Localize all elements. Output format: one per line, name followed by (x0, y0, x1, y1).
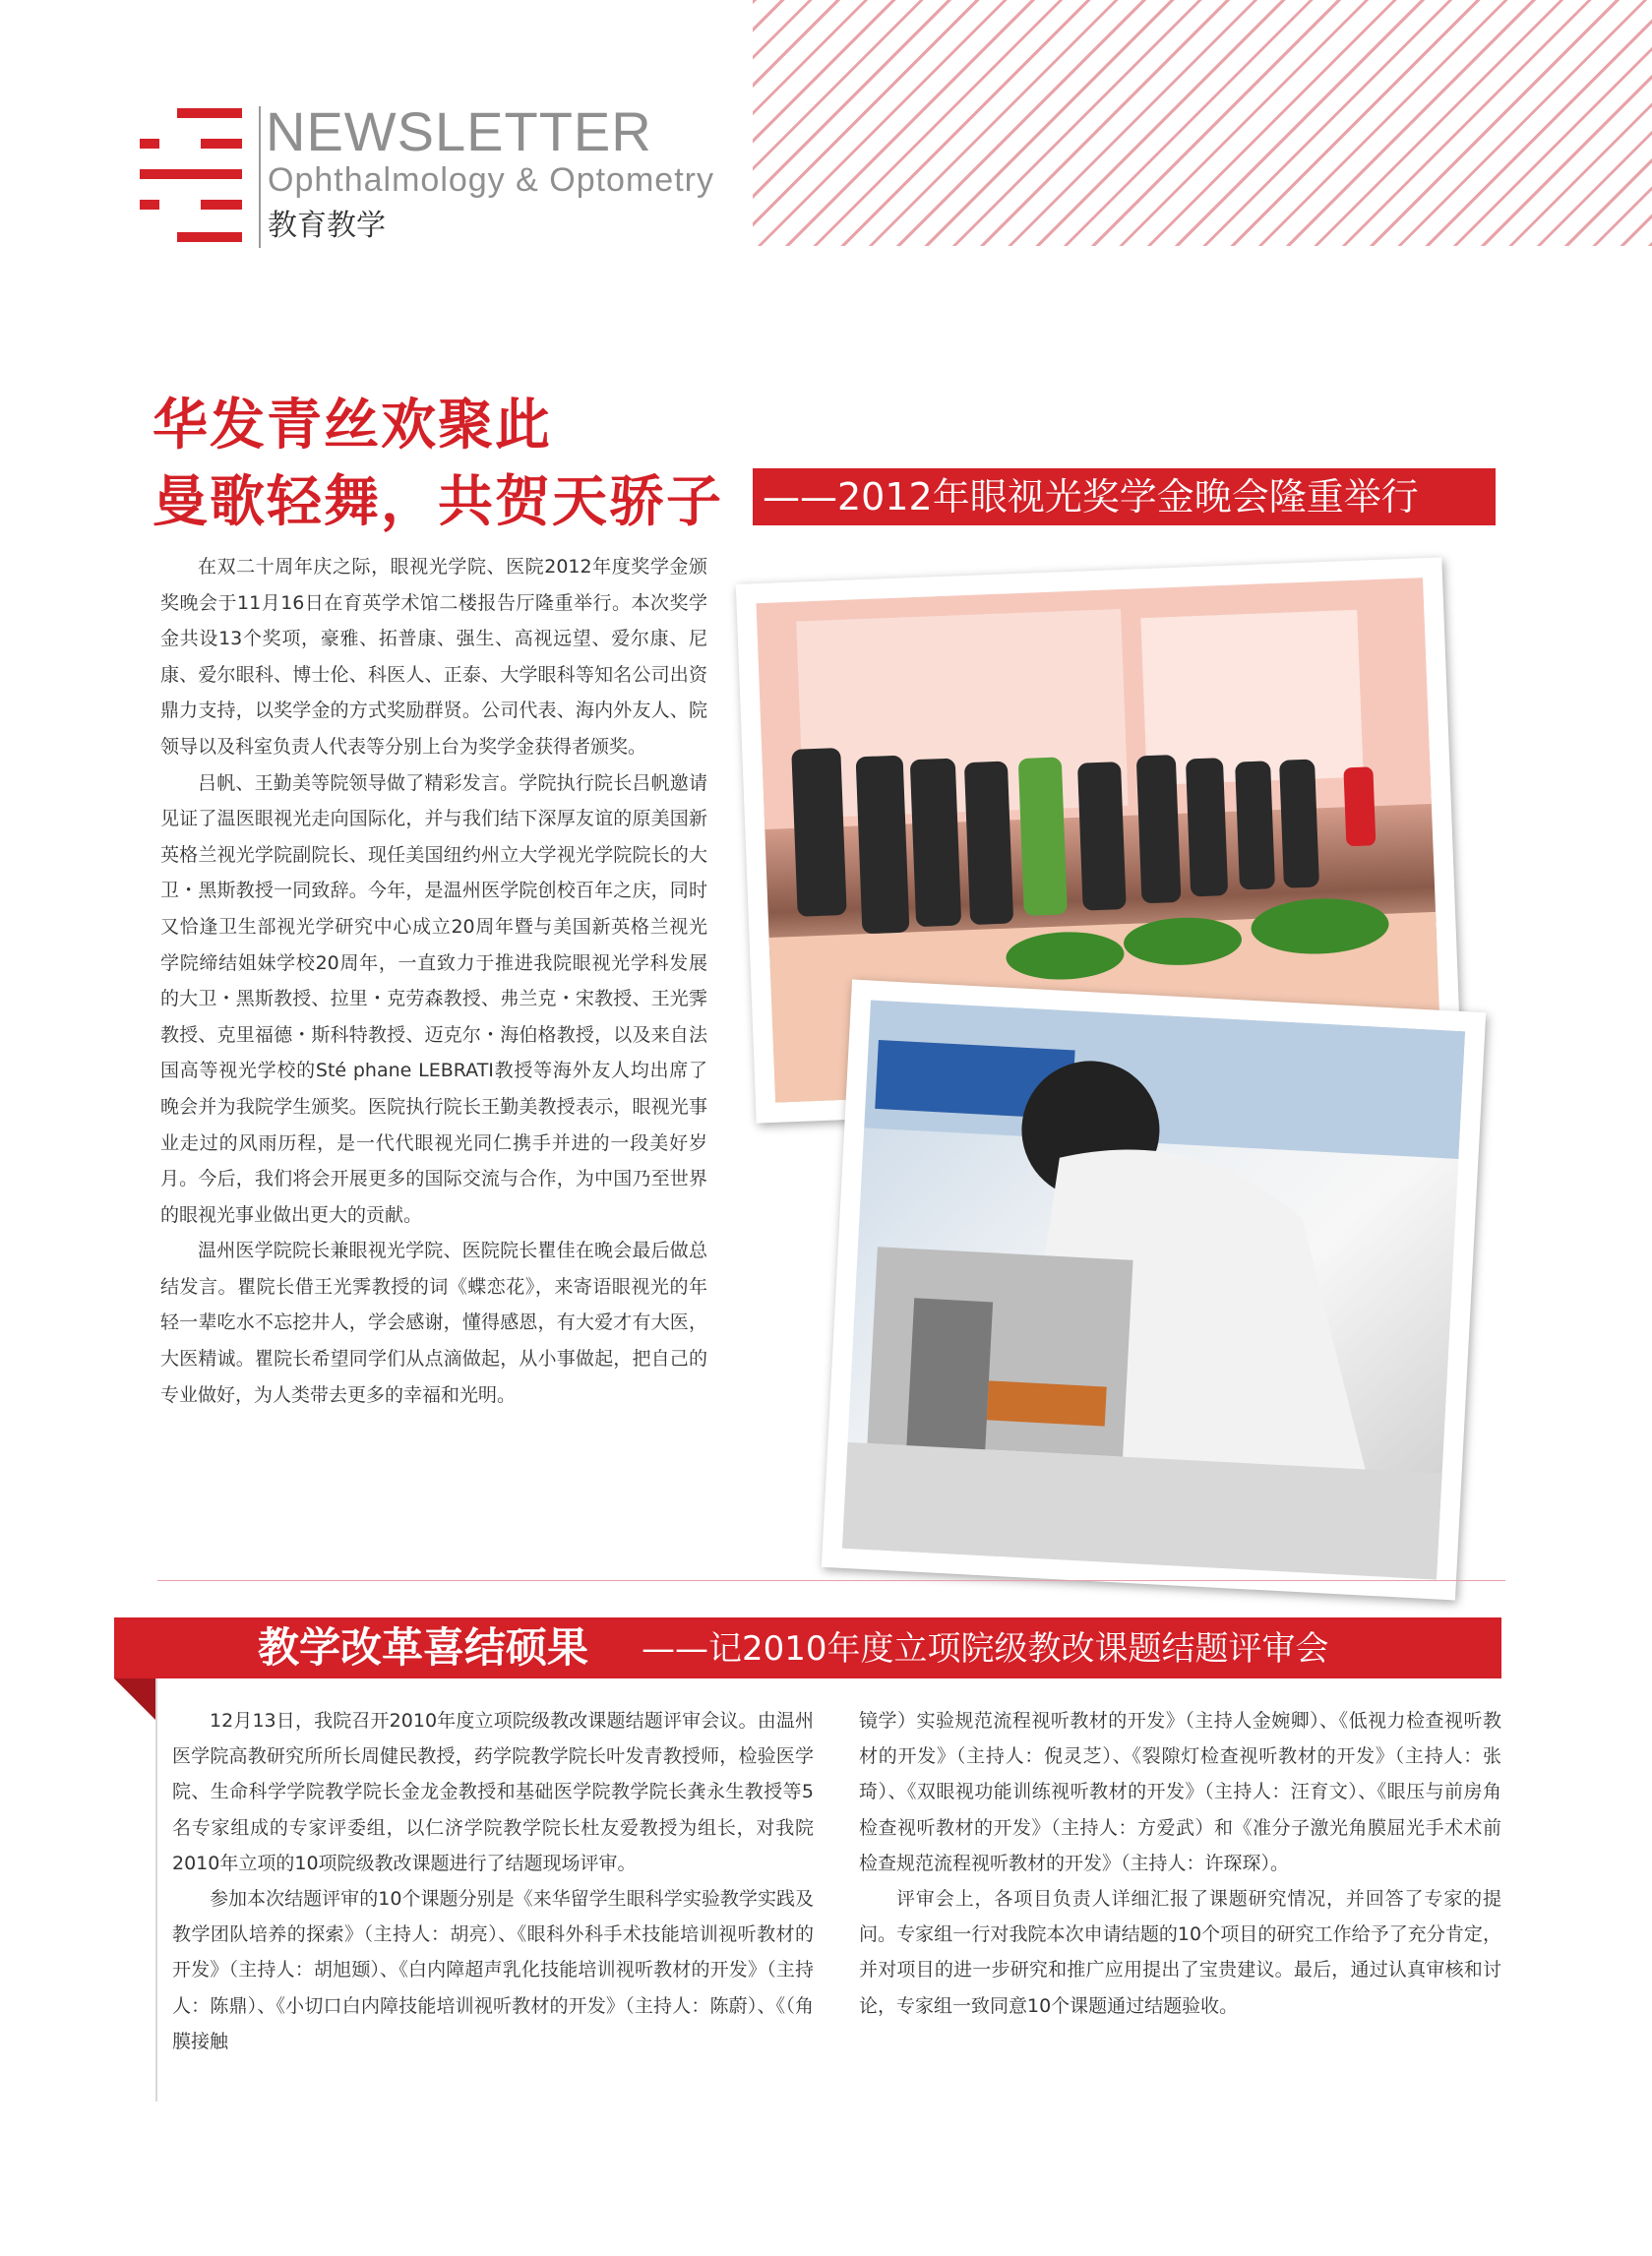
article1-paragraph: 温州医学院院长兼眼视光学院、医院院长瞿佳在晚会最后做总结发言。瞿院长借王光霁教授的词《蝶恋花》，来寄语眼视光的年轻一辈吃水不忘挖井人，学会感谢，懂得感恩，有大爱才有大医，大医精诚。瞿院长希望同学们从点滴做起，从小事做起，把自己的专业做好，为人类带去更多的幸福和光明。 (160, 1240, 707, 1406)
article2-title-banner (114, 1617, 1501, 1678)
left-column-rule (155, 1678, 157, 2102)
header-stripes-decoration (753, 0, 1652, 246)
lab-photo-image (842, 1001, 1465, 1580)
article2-paragraph: 12月13日，我院召开2010年度立项院级教改课题结题评审会议。由温州医学院高教研究所所长周健民教授，药学院教学院长叶发青教授师，检验医学院、生命科学学院教学院长金龙金教授和基础医学院教学院长龚永生教授等5名专家组成的专家评委组，以仁济学院教学院长杜友爱教授为组长，对我院2010年立项的10项院级教改课题进行了结题现场评审。 (172, 1710, 814, 1874)
banner-fold-decoration (114, 1678, 155, 1720)
section-divider (157, 1580, 1505, 1581)
article2-paragraph: 评审会上，各项目负责人详细汇报了课题研究情况，并回答了专家的提问。专家组一行对我院本次申请结题的10个项目的研究工作给予了充分肯定，并对项目的进一步研究和推广应用提出了宝贵建议。最后，通过认真审核和讨论，专家组一致同意10个课题通过结题验收。 (859, 1888, 1501, 2017)
article2-title: 教学改革喜结硕果 (258, 1623, 589, 1672)
article2-paragraph: 镜学）实验规范流程视听教材的开发》（主持人金婉卿）、《低视力检查视听教材的开发》（主持人：倪灵芝）、《裂隙灯检查视听教材的开发》（主持人：张琦）、《双眼视功能训练视听教材的开发》（主持人：汪育文）、《眼压与前房角检查视听教材的开发》（主持人：方爱武）和《准分子激光角膜屈光手术术前检查规范流程视听教材的开发》（主持人：许琛琛）。 (859, 1710, 1501, 1874)
logo-divider (259, 106, 261, 248)
newsletter-title: NEWSLETTER (266, 100, 652, 162)
newsletter-logo (140, 108, 242, 246)
article1-paragraph: 在双二十周年庆之际，眼视光学院、医院2012年度奖学金颁奖晚会于11月16日在育英学术馆二楼报告厅隆重举行。本次奖学金共设13个奖项，豪雅、拓普康、强生、高视远望、爱尔康、尼康、爱尔眼科、博士伦、科医人、正泰、大学眼科等知名公司出资鼎力支持，以奖学金的方式奖励群贤。公司代表、海内外友人、院领导以及科室负责人代表等分别上台为奖学金获得者颁奖。 (160, 556, 707, 758)
lab-photo-illustration (842, 1001, 1465, 1580)
article1-headline-line2: 曼歌轻舞，共贺天骄子 (153, 470, 723, 534)
article2-subtitle: ——记2010年度立项院级教改课题结题评审会 (642, 1629, 1329, 1669)
article2-paragraph: 参加本次结题评审的10个课题分别是《来华留学生眼科学实验教学实践及教学团队培养的探索》（主持人：胡亮）、《眼科外科手术技能培训视听教材的开发》（主持人：胡旭颋）、《白内障超声乳化技能培训视听教材的开发》（主持人：陈鼎）、《小切口白内障技能培训视听教材的开发》（主持人：陈蔚）、《（角膜接触 (172, 1888, 814, 2052)
article1-subheadline-banner: ——2012年眼视光奖学金晚会隆重举行 (753, 468, 1496, 525)
lab-photo (822, 980, 1486, 1601)
article2-right-column (859, 1703, 1501, 2024)
newsletter-subtitle: Ophthalmology & Optometry (268, 161, 714, 199)
article1-paragraph: 吕帆、王勤美等院领导做了精彩发言。学院执行院长吕帆邀请见证了温医眼视光走向国际化，并与我们结下深厚友谊的原美国新英格兰视光学院副院长、现任美国纽约州立大学视光学院院长的大卫・黑斯教授一同致辞。今年，是温州医学院创校百年之庆，同时又恰逢卫生部视光学研究中心成立20周年暨与美国新英格兰视光学院缔结姐妹学校20周年，一直致力于推进我院眼视光学科发展的大卫・黑斯教授、拉里・克劳森教授、弗兰克・宋教授、王光霁教授、克里福德・斯科特教授、迈克尔・海伯格教授，以及来自法国高等视光学校的Sté phane LEBRATI教授等海外友人均出席了晚会并为我院学生颁奖。医院执行院长王勤美教授表示，眼视光事业走过的风雨历程，是一代代眼视光同仁携手并进的一段美好岁月。今后，我们将会开展更多的国际交流与合作，为中国乃至世界的眼视光事业做出更大的贡献。 (160, 771, 707, 1226)
section-label: 教育教学 (268, 209, 386, 243)
article1-body (160, 549, 707, 1413)
article1-headline-line1: 华发青丝欢聚此 (153, 394, 552, 457)
article2-left-column (172, 1703, 814, 2059)
